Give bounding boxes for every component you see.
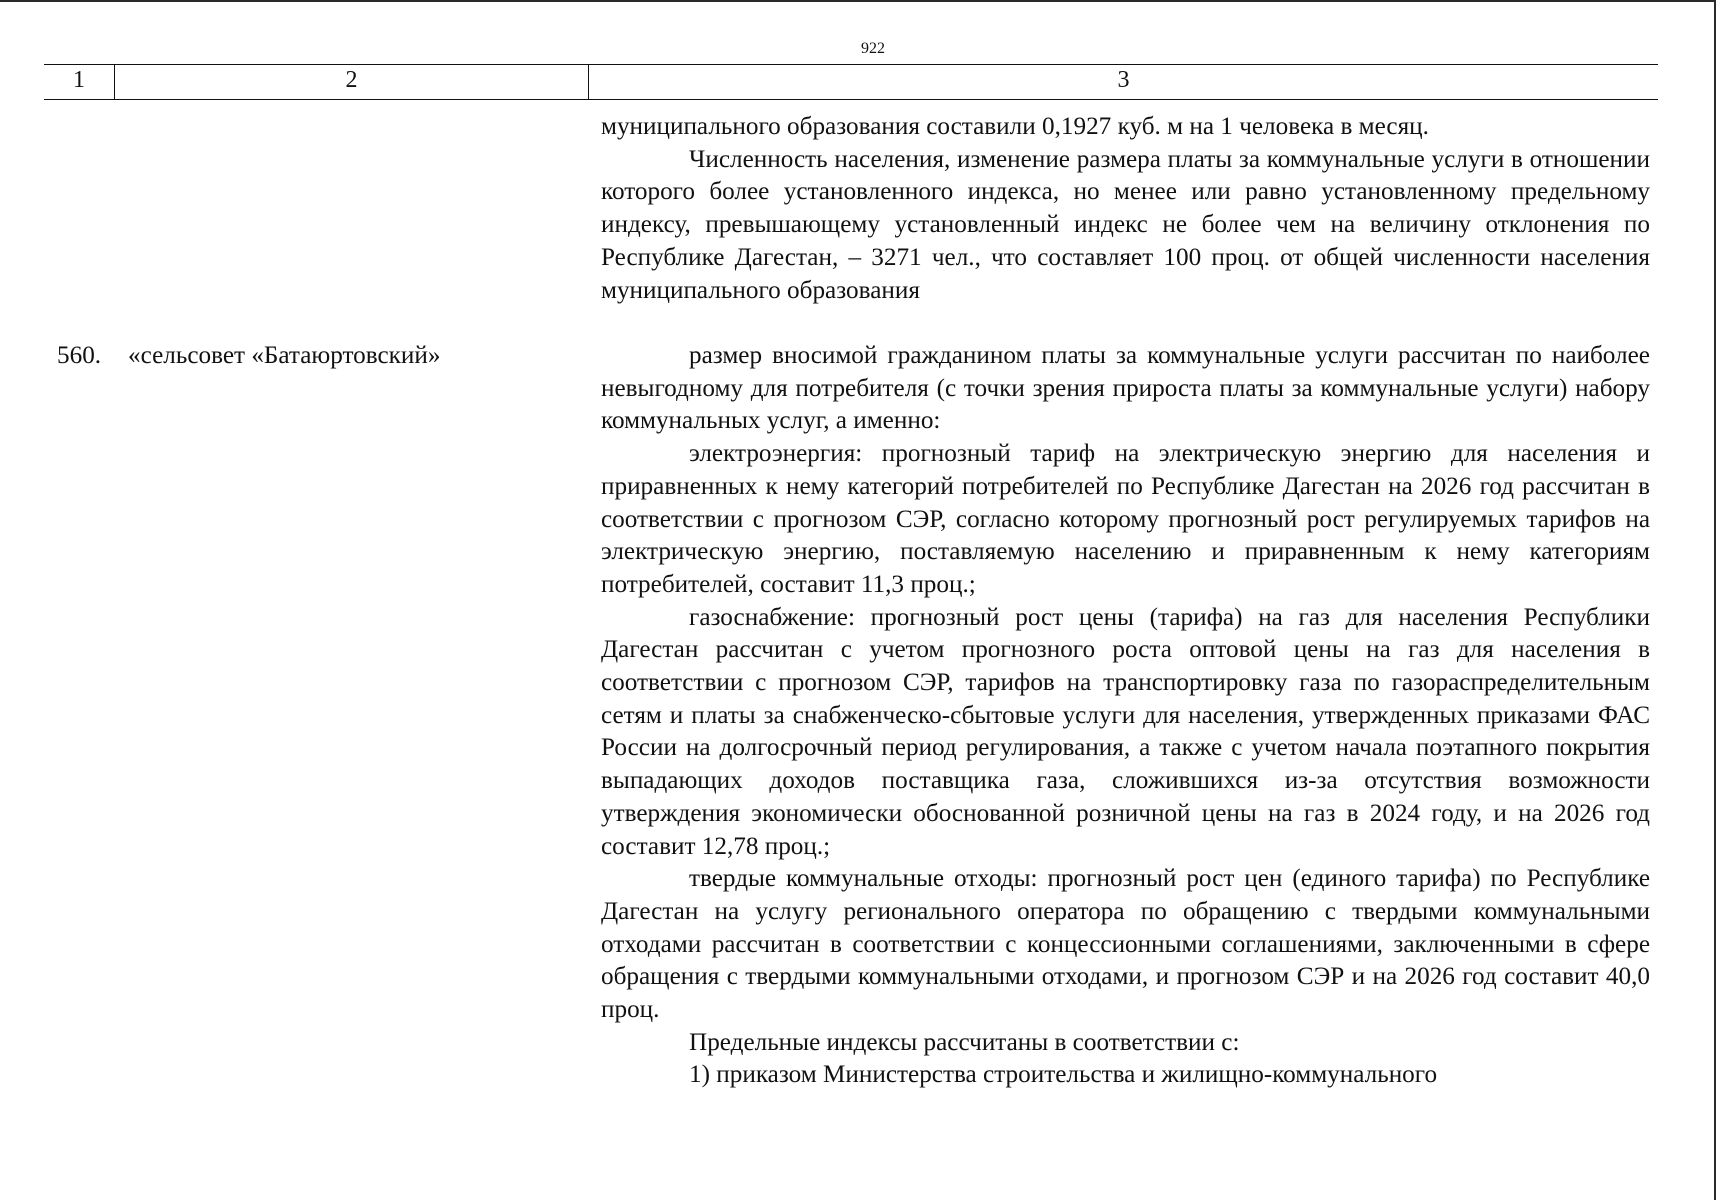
paragraph: Численность населения, изменение размера платы за коммунальные услуги в отношении которого более установленного индекса, но менее или равно установленному предельному индексу, превышающему установленный индекс не более чем на величину отклонения по Республике Дагестан, – 3271 чел., что составляет 100 проц. от общей численности населения муниципального образования xyxy=(601,145,1650,304)
table-header-bottom-rule xyxy=(44,99,1658,100)
column-header-1: 1 xyxy=(73,67,85,93)
municipality-name: «сельсовет «Батаюртовский» xyxy=(128,342,441,369)
page-number: 922 xyxy=(861,40,885,57)
table-header-top-rule xyxy=(44,64,1658,65)
column-header-3: 3 xyxy=(1117,67,1130,93)
row-number: 560. xyxy=(57,342,102,369)
paragraph: Предельные индексы рассчитаны в соответствии с: xyxy=(689,1028,1240,1056)
paragraph: 1) приказом Министерства строительства и жилищно-коммунального xyxy=(689,1061,1438,1089)
row-description xyxy=(601,340,1650,1092)
paragraph: твердые коммунальные отходы: прогнозный рост цен (единого тарифа) по Республике Дагестан на услугу регионального оператора по обращению с твердыми коммунальными отходами рассчитан в соответствии с концессионными соглашениями, заключенными в сфере обращения с твердыми коммунальными отходами, и прогнозом СЭР и на 2026 год составит 40,0 проц. xyxy=(601,865,1650,1024)
paragraph: электроэнергия: прогнозный тариф на электрическую энергию для населения и приравненных к нему категорий потребителей по Республике Дагестан на 2026 год рассчитан в соответствии с прогнозом СЭР, согласно которому прогнозный рост регулируемых тарифов на электрическую энергию, поставляемую населению и приравненным к нему категориям потребителей, составит 11,3 проц.; xyxy=(601,440,1650,598)
scan-border-top xyxy=(0,0,1716,2)
previous-row-continuation xyxy=(601,111,1650,307)
paragraph: газоснабжение: прогнозный рост цены (тарифа) на газ для населения Республики Дагестан рассчитан с учетом прогнозного роста оптовой цены на газ для населения в соответствии с прогнозом СЭР, тарифов на транспортировку газа по газораспределительным сетям и платы за снабженческо-сбытовые услуги для населения, утвержденных приказами ФАС России на долгосрочный период регулирования, а также с учетом начала поэтапного покрытия выпадающих доходов поставщика газа, сложившихся из-за отсутствия возможности утверждения экономически обоснованной розничной цены на газ в 2024 году, и на 2026 год составит 12,78 проц.; xyxy=(601,603,1650,860)
paragraph: муниципального образования составили 0,1927 куб. м на 1 человека в месяц. xyxy=(601,113,1429,140)
paragraph: размер вносимой гражданином платы за коммунальные услуги рассчитан по наиболее невыгодному для потребителя (с точки зрения прироста платы за коммунальные услуги) набору коммунальных услуг, а именно: xyxy=(601,342,1650,435)
column-header-2: 2 xyxy=(345,67,358,93)
